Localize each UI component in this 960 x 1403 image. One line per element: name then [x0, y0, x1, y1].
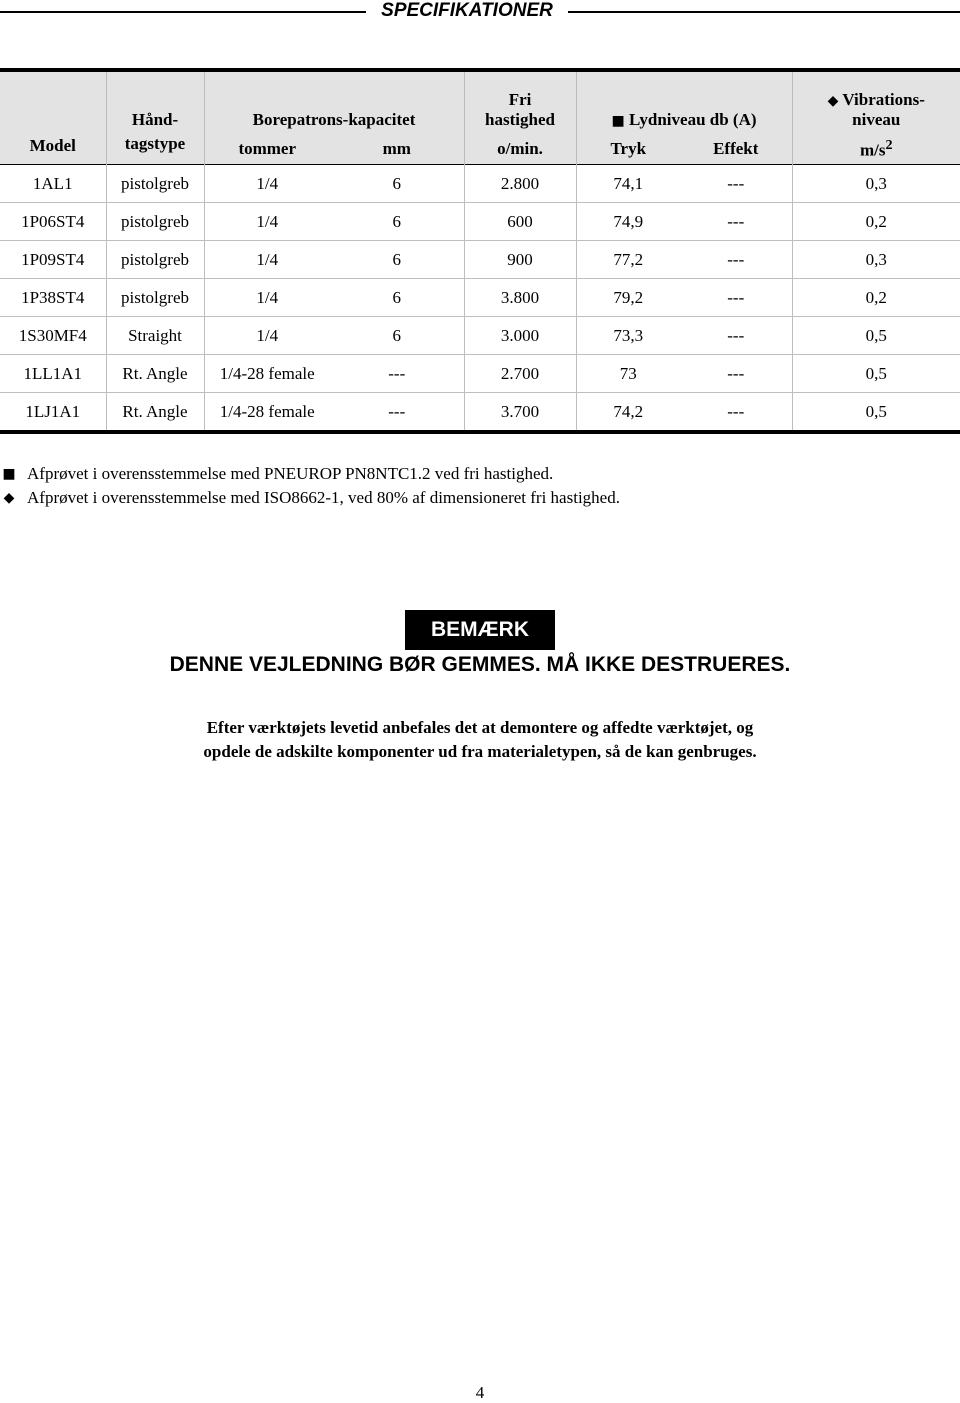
header-model: Model [0, 70, 106, 165]
cell-power: --- [680, 165, 792, 203]
header-free-speed-line2: hastighed [485, 110, 555, 129]
cell-mm: 6 [330, 279, 464, 317]
cell-inches: 1/4-28 female [204, 355, 330, 393]
section-title: SPECIFIKATIONER [381, 0, 553, 21]
recycling-note [0, 716, 960, 764]
cell-inches: 1/4 [204, 317, 330, 355]
footnote-vibration [0, 486, 960, 510]
table-row [0, 165, 960, 203]
table-row [0, 279, 960, 317]
cell-handle: Rt. Angle [106, 393, 204, 433]
header-vibration [792, 70, 960, 134]
cell-handle: Rt. Angle [106, 355, 204, 393]
cell-vibration: 0,2 [792, 279, 960, 317]
cell-vibration: 0,5 [792, 317, 960, 355]
header-noise-level [576, 70, 792, 134]
subheader-inches: tommer [204, 134, 330, 165]
specifications-table [0, 68, 960, 434]
cell-rpm: 3.700 [464, 393, 576, 433]
cell-power: --- [680, 241, 792, 279]
cell-model: 1LL1A1 [0, 355, 106, 393]
cell-handle: pistolgreb [106, 203, 204, 241]
cell-inches: 1/4 [204, 203, 330, 241]
header-chuck-capacity: Borepatrons-kapacitet [204, 70, 464, 134]
header-handle-type-line2: tagstype [106, 134, 204, 165]
cell-inches: 1/4 [204, 165, 330, 203]
cell-rpm: 3.800 [464, 279, 576, 317]
header-vibration-line2: niveau [852, 110, 901, 129]
footnote-text: Afprøvet i overensstemmelse med PNEUROP PN8NTC1.2 ved fri hastighed. [27, 464, 554, 483]
cell-mm: 6 [330, 241, 464, 279]
table-row [0, 393, 960, 433]
subheader-ms2: m/s [859, 140, 886, 160]
cell-model: 1P06ST4 [0, 203, 106, 241]
subheader-rpm: o/min. [464, 134, 576, 165]
cell-handle: pistolgreb [106, 241, 204, 279]
header-rule-left [0, 11, 366, 13]
cell-pressure: 73,3 [576, 317, 680, 355]
cell-rpm: 600 [464, 203, 576, 241]
cell-vibration: 0,3 [792, 241, 960, 279]
table-row [0, 203, 960, 241]
table-row [0, 241, 960, 279]
header-handle-type [106, 70, 204, 134]
cell-handle: Straight [106, 317, 204, 355]
cell-pressure: 79,2 [576, 279, 680, 317]
cell-rpm: 3.000 [464, 317, 576, 355]
cell-rpm: 2.700 [464, 355, 576, 393]
header-free-speed [464, 70, 576, 134]
footnote-noise [0, 462, 960, 486]
header-free-speed-line1: Fri [508, 90, 532, 109]
cell-mm: --- [330, 355, 464, 393]
cell-pressure: 74,9 [576, 203, 680, 241]
header-row [0, 70, 960, 134]
cell-mm: 6 [330, 317, 464, 355]
cell-power: --- [680, 317, 792, 355]
cell-model: 1AL1 [0, 165, 106, 203]
notice-label: BEMÆRK [405, 610, 555, 650]
header-noise-level-label: Lydniveau db (A) [628, 110, 757, 129]
cell-pressure: 77,2 [576, 241, 680, 279]
footnote-text: Afprøvet i overensstemmelse med ISO8662-1, ved 80% af dimensioneret fri hastighed. [27, 488, 620, 507]
cell-pressure: 73 [576, 355, 680, 393]
cell-inches: 1/4 [204, 241, 330, 279]
subheader-mm: mm [330, 134, 464, 165]
cell-rpm: 2.800 [464, 165, 576, 203]
cell-vibration: 0,5 [792, 393, 960, 433]
cell-handle: pistolgreb [106, 165, 204, 203]
cell-pressure: 74,2 [576, 393, 680, 433]
diamond-bullet-icon: ◆ [3, 490, 15, 506]
cell-model: 1S30MF4 [0, 317, 106, 355]
footnotes [0, 462, 960, 510]
page-number: 4 [475, 1383, 485, 1402]
cell-model: 1P38ST4 [0, 279, 106, 317]
cell-power: --- [680, 355, 792, 393]
cell-power: --- [680, 279, 792, 317]
section-header [0, 0, 960, 22]
header-vibration-line1: Vibrations- [842, 90, 925, 109]
subheader-pressure: Tryk [576, 134, 680, 165]
recycling-line-1: Efter værktøjets levetid anbefales det at demontere og affedte værktøjet, og [206, 718, 754, 737]
table-body [0, 165, 960, 433]
cell-mm: 6 [330, 165, 464, 203]
cell-handle: pistolgreb [106, 279, 204, 317]
subheader-ms2-exponent: 2 [885, 137, 893, 154]
cell-rpm: 900 [464, 241, 576, 279]
notice-warning: DENNE VEJLEDNING BØR GEMMES. MÅ IKKE DESTRUERES. [169, 653, 791, 676]
cell-inches: 1/4 [204, 279, 330, 317]
cell-vibration: 0,2 [792, 203, 960, 241]
cell-pressure: 74,1 [576, 165, 680, 203]
cell-mm: --- [330, 393, 464, 433]
cell-mm: 6 [330, 203, 464, 241]
cell-power: --- [680, 393, 792, 433]
cell-inches: 1/4-28 female [204, 393, 330, 433]
table-row [0, 317, 960, 355]
subheader-row [0, 134, 960, 165]
cell-model: 1LJ1A1 [0, 393, 106, 433]
subheader-power: Effekt [680, 134, 792, 165]
cell-vibration: 0,3 [792, 165, 960, 203]
header-rule-right [568, 11, 960, 13]
diamond-bullet-icon: ◆ [827, 93, 839, 109]
cell-power: --- [680, 203, 792, 241]
subheader-vibration-unit [792, 134, 960, 165]
header-handle-type-line1: Hånd- [131, 110, 179, 129]
table-row [0, 355, 960, 393]
recycling-line-2: opdele de adskilte komponenter ud fra materialetypen, så de kan genbruges. [203, 742, 757, 761]
square-bullet-icon: ■ [611, 113, 625, 129]
square-bullet-icon: ■ [2, 466, 16, 482]
cell-model: 1P09ST4 [0, 241, 106, 279]
cell-vibration: 0,5 [792, 355, 960, 393]
